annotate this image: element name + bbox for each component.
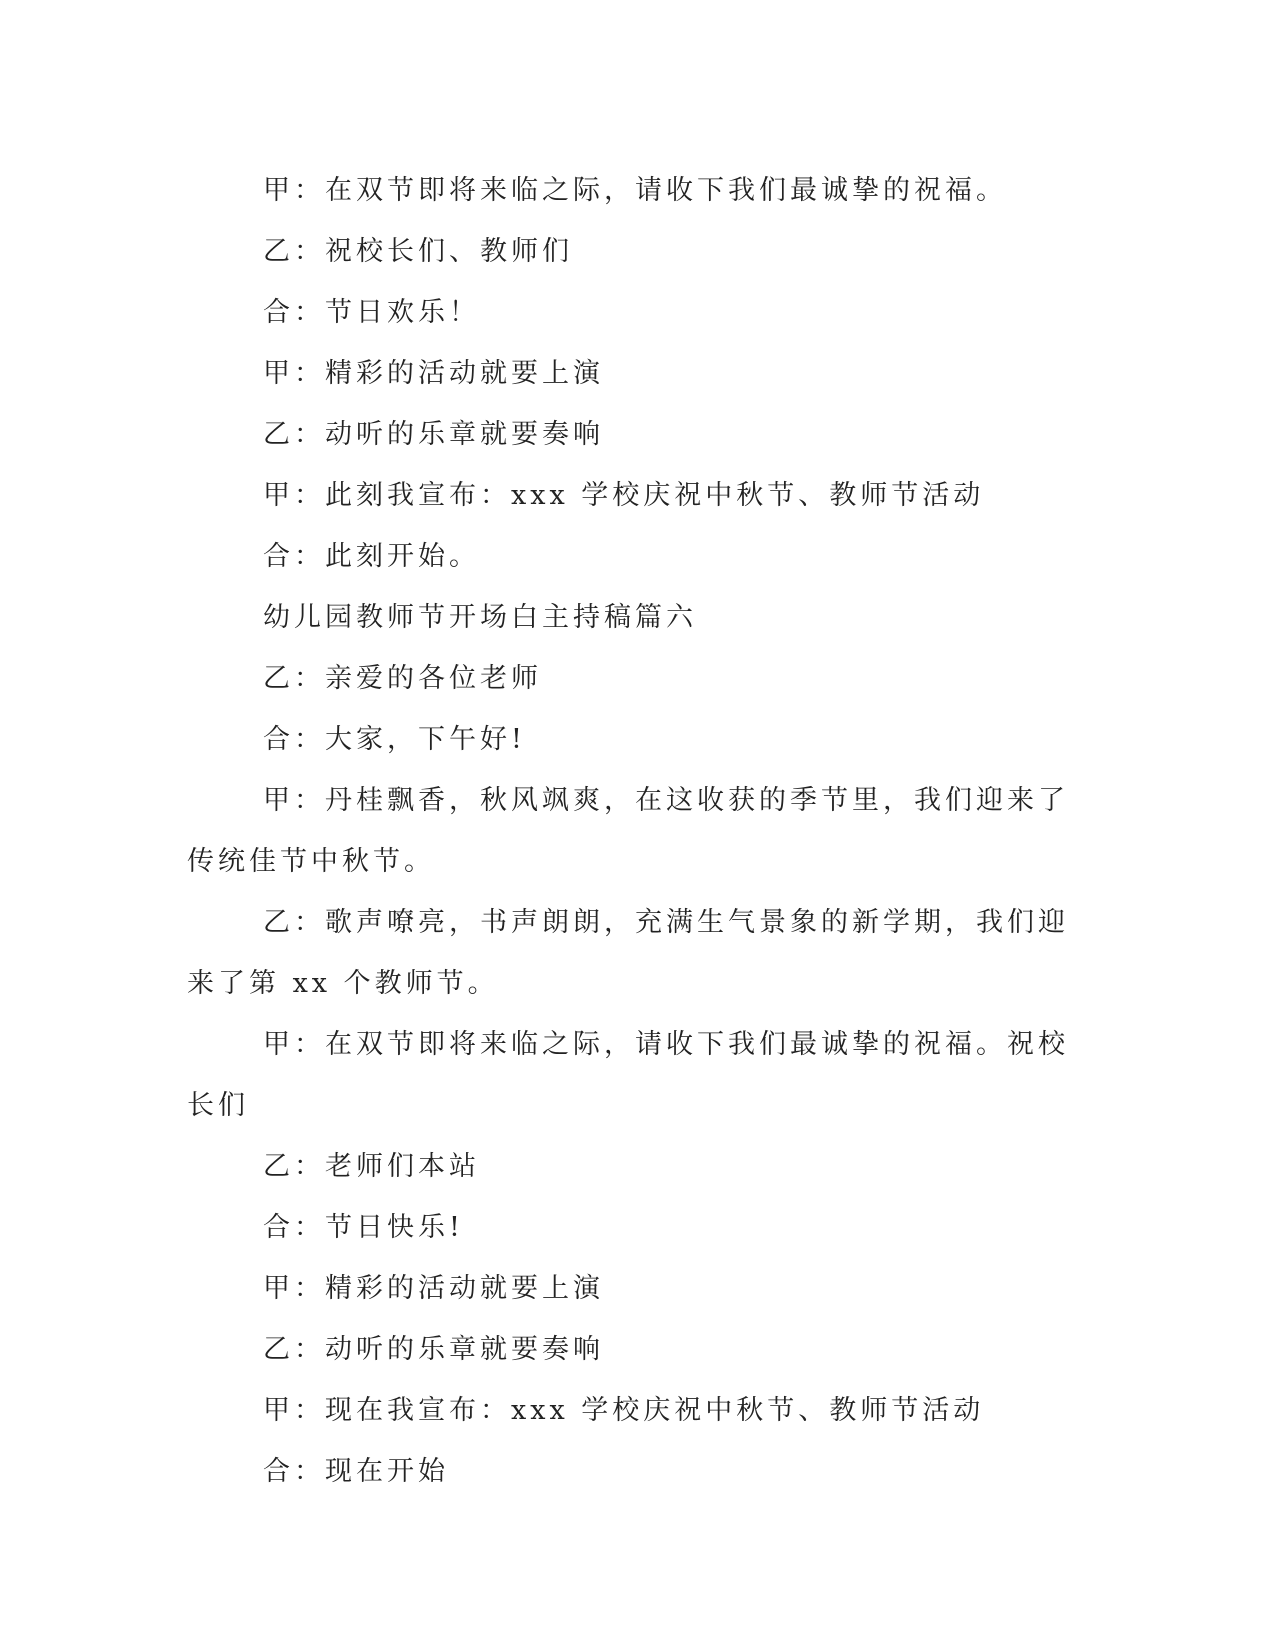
paragraph: 合：节日快乐! bbox=[263, 1212, 464, 1243]
paragraph: 乙：动听的乐章就要奏响 bbox=[263, 419, 604, 450]
paragraph: 合：现在开始 bbox=[263, 1456, 449, 1487]
section-heading: 幼儿园教师节开场白主持稿篇六 bbox=[263, 602, 697, 633]
document-body bbox=[187, 160, 1072, 1502]
paragraph: 乙：歌声嘹亮，书声朗朗，充满生气景象的新学期，我们迎来了第 xx 个教师节。 bbox=[187, 907, 1069, 999]
paragraph: 合：此刻开始。 bbox=[263, 541, 480, 572]
paragraph: 乙：动听的乐章就要奏响 bbox=[263, 1334, 604, 1365]
paragraph: 甲：现在我宣布：xxx 学校庆祝中秋节、教师节活动 bbox=[263, 1395, 985, 1426]
paragraph: 乙：亲爱的各位老师 bbox=[263, 663, 542, 694]
paragraph: 甲：精彩的活动就要上演 bbox=[263, 1273, 604, 1304]
paragraph: 甲：在双节即将来临之际，请收下我们最诚挚的祝福。祝校长们 bbox=[187, 1029, 1069, 1121]
paragraph: 合：大家，下午好! bbox=[263, 724, 526, 755]
paragraph: 甲：在双节即将来临之际，请收下我们最诚挚的祝福。 bbox=[263, 175, 1007, 206]
paragraph: 甲：丹桂飘香，秋风飒爽，在这收获的季节里，我们迎来了传统佳节中秋节。 bbox=[187, 785, 1069, 877]
paragraph: 甲：此刻我宣布：xxx 学校庆祝中秋节、教师节活动 bbox=[263, 480, 985, 511]
paragraph: 乙：祝校长们、教师们 bbox=[263, 236, 573, 267]
paragraph: 甲：精彩的活动就要上演 bbox=[263, 358, 604, 389]
paragraph: 乙：老师们本站 bbox=[263, 1151, 480, 1182]
paragraph: 合：节日欢乐！ bbox=[263, 297, 480, 328]
